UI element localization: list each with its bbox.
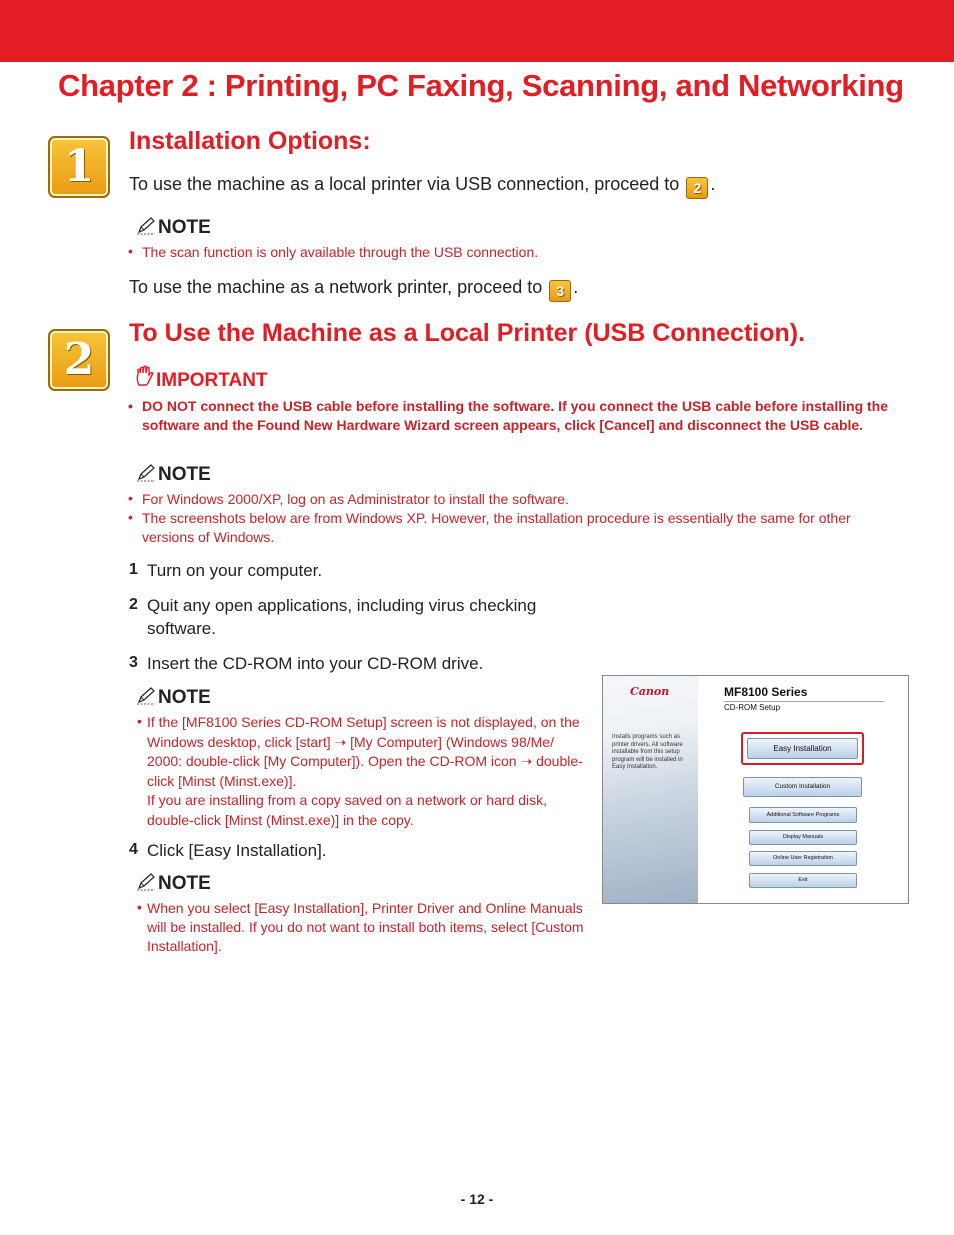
step-number: 3: [129, 654, 138, 671]
network-option-line: [129, 277, 578, 302]
network-option-end: .: [573, 277, 579, 297]
screenshot-side-panel: [603, 676, 698, 904]
note-bullet: •: [128, 509, 133, 525]
step-2-badge: 2: [48, 329, 110, 391]
note-bullet: •: [128, 490, 133, 506]
step-1-badge: 1: [48, 136, 110, 198]
screenshot-title: MF8100 Series: [724, 685, 808, 699]
canon-logo: Canon: [630, 685, 670, 698]
easy-install-note: When you select [Easy Installation], Printer Driver and Online Manuals will be installed. If you do not want to install both items, select [Custom Installation].: [147, 900, 584, 954]
chapter-title: Chapter 2 : Printing, PC Faxing, Scanning, and Networking: [58, 68, 904, 103]
step-number: 4: [129, 841, 138, 858]
important-bullet: •: [128, 398, 133, 414]
easy-installation-button[interactable]: Easy Installation: [747, 738, 858, 759]
network-option-text: To use the machine as a network printer, proceed to: [129, 277, 543, 297]
pencil-icon: [136, 217, 156, 235]
local-printer-heading: To Use the Machine as a Local Printer (USB Connection).: [129, 319, 806, 347]
step-3-ref-icon: 3: [549, 280, 571, 302]
scan-usb-note: The scan function is only available through the USB connection.: [142, 244, 539, 260]
online-registration-button[interactable]: Online User Registration: [749, 851, 857, 866]
pencil-icon: [136, 873, 156, 891]
note-heading-3: NOTE: [136, 687, 211, 709]
note-bullet: •: [137, 713, 142, 729]
step-text: Quit any open applications, including virus checking software.: [147, 596, 537, 638]
step-text: Click [Easy Installation].: [147, 841, 327, 860]
step-number: 2: [129, 596, 138, 613]
hand-stop-icon: [134, 365, 156, 387]
display-manuals-button[interactable]: Display Manuals: [749, 830, 857, 845]
note-heading-1: NOTE: [136, 217, 211, 239]
title-divider: [724, 701, 884, 702]
usb-option-text: To use the machine as a local printer via USB connection, proceed to: [129, 174, 680, 194]
note-bullet: •: [128, 243, 133, 259]
step-text: Turn on your computer.: [147, 561, 323, 580]
screenshot-description: Installs programs such as printer drivers. All software installable from this setup program will be installed in Easy Installation.: [612, 734, 683, 770]
exit-button[interactable]: Exit: [749, 873, 857, 888]
important-heading: IMPORTANT: [134, 365, 268, 392]
step-text: Insert the CD-ROM into your CD-ROM drive.: [147, 654, 484, 673]
header-bar: [0, 0, 954, 62]
pencil-icon: [136, 464, 156, 482]
cdrom-setup-note: If the [MF8100 Series CD-ROM Setup] screen is not displayed, on the Windows desktop, click [start] ➝ [My Computer] (Windows 98/Me/ 2000: double-click [My Computer]). Open the CD-ROM icon ➝ double-click [Minst (Minst.exe)]. If you are installing from a copy saved on a network or hard disk, double-click [Minst (Minst.exe)] in the copy.: [147, 714, 583, 828]
screenshot-subtitle: CD-ROM Setup: [724, 703, 781, 712]
admin-note: For Windows 2000/XP, log on as Administrator to install the software.: [142, 491, 569, 507]
step-number: 1: [129, 561, 138, 578]
important-text: DO NOT connect the USB cable before installing the software. If you connect the USB cable before installing the software and the Found New Hardware Wizard screen appears, click [Cancel] and disconnect the USB cable.: [142, 398, 889, 433]
xp-screenshot-note: The screenshots below are from Windows XP. However, the installation procedure is essentially the same for other versions of Windows.: [142, 510, 851, 545]
usb-option-line: [129, 174, 715, 199]
note-bullet: •: [137, 899, 142, 915]
note-heading-2: NOTE: [136, 464, 211, 486]
page-number: - 12 -: [460, 1191, 494, 1207]
installation-options-heading: Installation Options:: [129, 127, 371, 155]
additional-software-button[interactable]: Additional Software Programs: [749, 807, 857, 823]
note-heading-4: NOTE: [136, 873, 211, 895]
pencil-icon: [136, 687, 156, 705]
usb-option-end: .: [710, 174, 716, 194]
custom-installation-button[interactable]: Custom Installation: [743, 777, 862, 797]
cdrom-setup-screenshot: [602, 675, 909, 904]
step-2-ref-icon: 2: [686, 177, 708, 199]
